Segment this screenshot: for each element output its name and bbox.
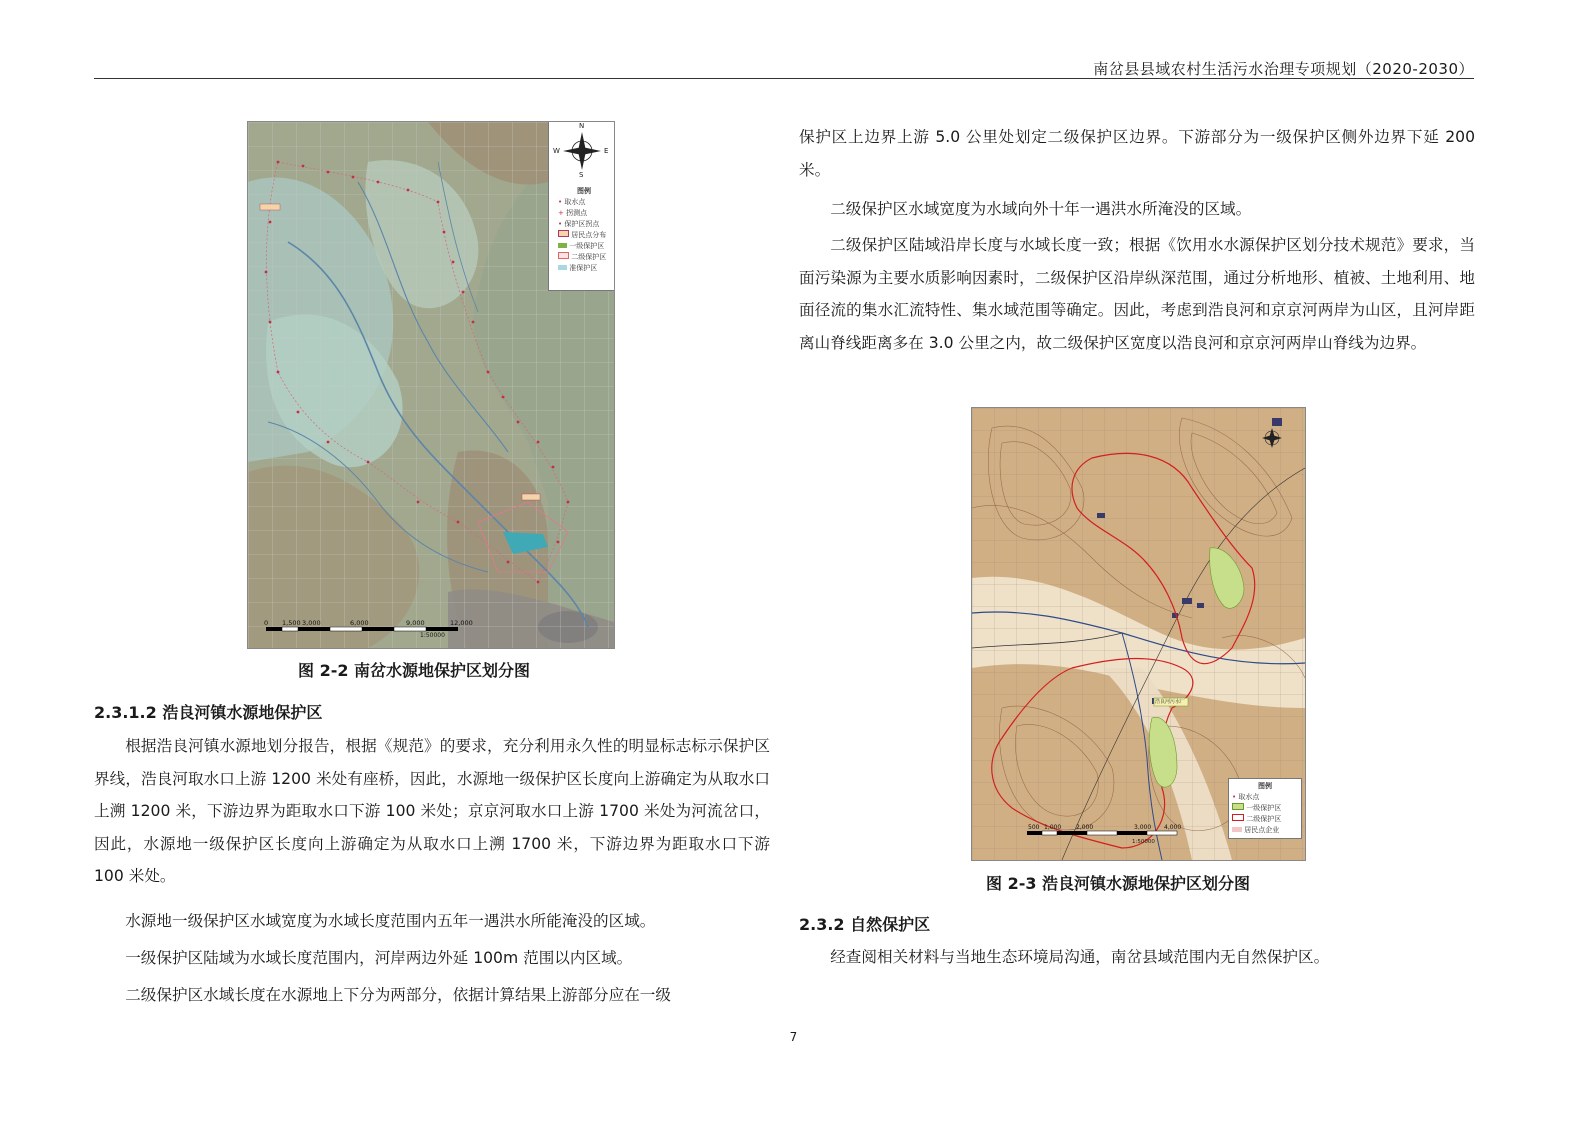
legend-item: 准保护区: [558, 263, 610, 274]
legend-item: 一级保护区: [1232, 803, 1298, 814]
paragraph: 水源地一级保护区水域宽度为水域长度范围内五年一遇洪水所能淹没的区域。: [125, 912, 656, 930]
legend-panel-2-2: [548, 122, 615, 291]
legend-item: 一级保护区: [558, 241, 610, 252]
scale-ratio-2-2: 1:50000: [420, 632, 445, 639]
scale-tick: 12,000: [450, 619, 473, 627]
legend-2-2: [555, 184, 613, 276]
paragraph: 二级保护区水域长度在水源地上下分为两部分，依据计算结果上游部分应在一级: [125, 986, 671, 1004]
paragraph: 二级保护区陆域沿岸长度与水域长度一致；根据《饮用水水源保护区划分技术规范》要求，当面污染源为主要水质影响因素时，二级保护区沿岸纵深范围，通过分析地形、植被、土地利用、地面径流的集水汇流特性、集水域范围等确定。因此，考虑到浩良河和京京河两岸为山区，且河岸距离山脊线距离多在 3.0 公里之内，故二级保护区宽度以浩良河和京京河两岸山脊线为边界。: [799, 236, 1475, 352]
compass-e: E: [604, 147, 609, 155]
scale-tick: 6,000: [350, 619, 369, 627]
section-heading-2-3-2: 2.3.2 自然保护区: [799, 915, 931, 934]
legend-item: • 保护区拐点: [558, 220, 600, 228]
scale-tick: 0: [264, 619, 269, 627]
figure-2-3-caption: 图 2-3 浩良河镇水源地保护区划分图: [986, 874, 1251, 893]
legend-title: 图例: [577, 187, 591, 195]
scale-bar-labels-2-2: [260, 619, 480, 629]
header-rule: [94, 78, 1474, 79]
figure-2-2-map: [247, 121, 615, 649]
paragraph: 保护区上边界上游 5.0 公里处划定二级保护区边界。下游部分为一级保护区侧外边界下延 200 米。: [799, 128, 1475, 179]
legend-2-3: [1228, 778, 1302, 839]
compass-s: S: [579, 171, 584, 179]
section-heading-2-3-1-2: 2.3.1.2 浩良河镇水源地保护区: [94, 703, 323, 722]
scale-tick: 1,500: [282, 619, 301, 627]
paragraph: 二级保护区水域宽度为水域向外十年一遇洪水所淹没的区域。: [830, 200, 1252, 218]
compass-w: W: [553, 147, 560, 155]
legend-item: • 取水点: [558, 198, 586, 206]
paragraph: 一级保护区陆域为水域长度范围内，河岸两边外延 100m 范围以内区域。: [125, 949, 633, 967]
legend-item: 二级保护区: [558, 252, 610, 263]
paragraph: 根据浩良河镇水源地划分报告，根据《规范》的要求，充分利用永久性的明显标志标示保护区界线，浩良河取水口上游 1200 米处有座桥，因此，水源地一级保护区长度向上游确定为从取水口上溯 1200 米，下游边界为距取水口下游 100 米处；京京河取水口上游 1700 米处为河流岔口，因此，水源地一级保护区长度向上游确定为从取水口上溯 1700 米，下游边界为距取水口下游 100 米处。: [94, 737, 770, 885]
legend-item: 居民点分布: [558, 230, 610, 241]
running-header-title: 南岔县县域农村生活污水治理专项规划（2020-2030）: [1093, 60, 1474, 78]
legend-item: 居民点企业: [1232, 825, 1298, 836]
legend-item: + 拐测点: [558, 209, 588, 217]
legend-item: • 取水点: [1232, 793, 1260, 801]
scale-tick: 3,000: [1134, 824, 1152, 831]
legend-title: 图例: [1258, 782, 1272, 790]
scale-tick: 9,000: [406, 619, 425, 627]
scale-tick: 3,000: [302, 619, 321, 627]
scale-tick: 4,000: [1164, 824, 1182, 831]
figure-2-2-caption: 图 2-2 南岔水源地保护区划分图: [298, 661, 531, 680]
figure-2-3-map: [971, 407, 1306, 861]
scale-tick: 500: [1028, 824, 1040, 831]
compass-n: N: [579, 122, 585, 130]
page-number: 7: [789, 1030, 798, 1044]
map-label-wastewater-plant: 浩良河污水厂: [1155, 699, 1186, 705]
scale-ratio-2-3: 1:50000: [1132, 839, 1155, 845]
legend-item: 二级保护区: [1232, 814, 1298, 825]
scale-tick: 2,000: [1076, 824, 1094, 831]
paragraph: 经查阅相关材料与当地生态环境局沟通，南岔县域范围内无自然保护区。: [830, 948, 1330, 966]
scale-tick: 1,000: [1044, 824, 1062, 831]
scale-bar-labels-2-3: [1022, 824, 1192, 834]
